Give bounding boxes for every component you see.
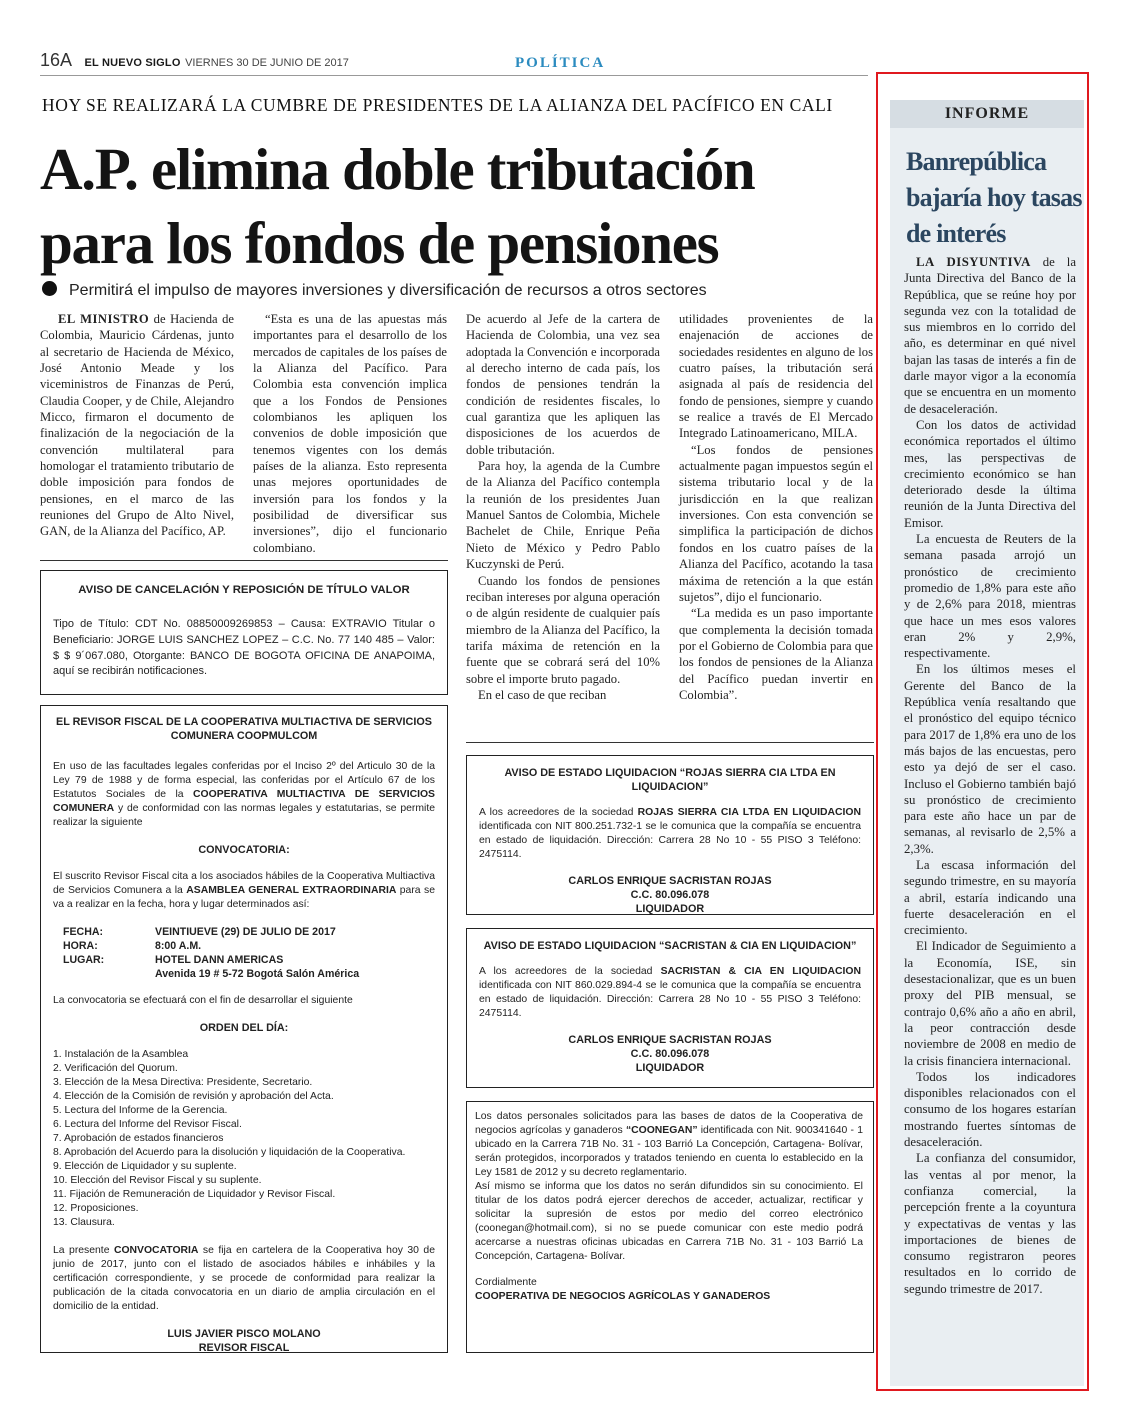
sidebar-paragraph: En los últimos meses el Gerente del Banco de la República venía resaltando que el pronóstico del equipo técnico para 2017 de 1,8% era uno de los más bajos de las encuestas, pero esto ya dejó de ser el caso. Incluso el Gobierno también bajó su pronóstico de crecimiento para este año hace un par de semanas, al revisarlo de 2,5% a 2,3%.: [904, 662, 1076, 856]
notice-rojas-sierra: [466, 755, 874, 915]
notice-title-cancellation: [40, 570, 448, 695]
notice-body: A los acreedores de la sociedad SACRISTAN & CIA EN LIQUIDACION identificada con NIT 860.029.894-4 se le comunica que la compañía se encuentra en estado de liquidación. Dirección: Carrera 28 No 10 - 55 PISO 3 Teléfono: 2475114.: [479, 966, 862, 1019]
signer-name: LUIS JAVIER PISCO MOLANO: [167, 1328, 321, 1340]
signer-role: REVISOR FISCAL: [198, 1342, 290, 1354]
header-divider: [40, 75, 868, 76]
agenda-item: 5. Lectura del Informe de la Gerencia.: [53, 1105, 228, 1116]
article-column-3: [466, 311, 660, 703]
notice-title: AVISO DE ESTADO LIQUIDACION “SACRISTAN & CIA EN LIQUIDACION”: [483, 940, 857, 952]
article-paragraph: De acuerdo al Jefe de la cartera de Hacienda de Colombia, una vez sea adoptada la Convención e incorporada al derecho interno de cada país, los fondos de pensiones tendrán la condición de residentes fiscales, lo cual garantiza que les apliquen las disposiciones de los acuerdos de doble tributación.: [466, 312, 660, 457]
fecha-value: VEINTIUEVE (29) DE JULIO DE 2017: [155, 926, 336, 938]
sidebar-label: INFORME: [890, 100, 1084, 128]
agenda-title: ORDEN DEL DÍA:: [199, 1022, 289, 1034]
signer-id: C.C. 80.096.078: [630, 1048, 710, 1060]
notice-coonegan: [466, 1101, 874, 1353]
sidebar-paragraph: El Indicador de Seguimiento a la Economía, ISE, sin desestacionalizar, que es un buen proxy del PIB mensual, se contrajo 0,6% año a año en abril, la peor contracción desde noviembre de 2008 en medio de la crisis financiera internacional.: [904, 939, 1076, 1068]
signer-role: LIQUIDADOR: [635, 903, 705, 915]
sidebar-title: Banrepública bajaría hoy tasas de interés: [906, 147, 1082, 248]
column-end-rule: [466, 742, 874, 743]
article-paragraph: Para hoy, la agenda de la Cumbre de la Alianza del Pacífico contempla la reunión de los presidentes Juan Manuel Santos de Colombia, Michele Bachelet de Chile, Enrique Peña Nieto de México y Pedro Pablo Kuczynski de Perú.: [466, 459, 660, 572]
notice-title: AVISO DE ESTADO LIQUIDACION “ROJAS SIERRA CIA LTDA EN: [504, 767, 836, 779]
notice-body: Los datos personales solicitados para las bases de datos de la Cooperativa de negocios agrícolas y ganaderos “COONEGAN” identificada con Nit. 900341640 - 1 ubicado en la Carrera 71B No. 31 - 103 Barrió La Concepción, Cartagena- Bolívar, serán protegidos, incorporados y tratados teniendo en cuenta lo establecido en la Ley 1581 de 2012 y su decreto reglamentario.: [475, 1111, 863, 1178]
article-kicker: HOY SE REALIZARÁ LA CUMBRE DE PRESIDENTES DE LA ALIANZA DEL PACÍFICO EN CALI: [42, 95, 833, 115]
informe-sidebar: [876, 72, 1089, 1391]
agenda-item: 3. Elección de la Mesa Directiva: Presidente, Secretario.: [53, 1077, 313, 1088]
signer-id: C.C. 80.096.078: [630, 889, 710, 901]
lugar-label: LUGAR:: [63, 954, 105, 966]
bullet-icon: [42, 281, 57, 296]
issue-date: VIERNES 30 DE JUNIO DE 2017: [185, 57, 349, 69]
notice-sacristan: [466, 928, 874, 1088]
purpose-text: La convocatoria se efectuará con el fin de desarrollar el siguiente: [53, 995, 353, 1006]
sidebar-paragraph: Con los datos de actividad económica reportados el último mes, las perspectivas de crecimiento económico se han deteriorado desde la última reunión de la Junta Directiva del Emisor.: [904, 417, 1076, 530]
sidebar-paragraph: Todos los indicadores disponibles relacionados con el consumo de los hogares estarían mostrando fuertes síntomas de desaceleración.: [904, 1069, 1076, 1150]
notice-coopmulcom: [40, 705, 448, 1353]
agenda-item: 2. Verificación del Quorum.: [53, 1063, 178, 1074]
agenda-item: 1. Instalación de la Asamblea: [53, 1049, 189, 1060]
article-paragraph: “La medida es un paso importante que complementa la decisión tomada por el Gobierno de Colombia para que los fondos de pensiones de la Alianza del Pacífico puedan invertir en Colombia”.: [679, 606, 873, 702]
notice-title: LIQUIDACION”: [631, 781, 709, 793]
notice-body: Tipo de Título: CDT No. 08850009269853 – Causa: EXTRAVIO Titular o Beneficiario: JORGE LUIS SANCHEZ LOPEZ – C.C. No. 77 140 485 – Valor: $ $ 9´067.080, Otorgante: BANCO DE BOGOTA OFICINA DE ANAPOIMA, aquí se recibirán notificaciones.: [53, 618, 435, 678]
agenda-item: 13. Clausura.: [53, 1217, 115, 1228]
article-paragraph: En el caso de que reciban: [478, 687, 607, 702]
agenda-item: 8. Aprobación del Acuerdo para la disolución y liquidación de la Cooperativa.: [53, 1147, 406, 1158]
page-number: 16A: [40, 50, 73, 70]
article-paragraph: “Esta es una de las apuestas más importantes para el desarrollo de los mercados de capitales de los países de la Alianza del Pacífico. Para Colombia esta convención implica que a los Fondos de Pensiones colombianos les apliquen los convenios de doble imposición que tenemos vigentes con los demás países de la alianza. Esto representa unas mejores oportunidades de inversión para los fondos y la posibilidad de diversificar sus inversiones”, dijo el funcionario colombiano.: [253, 312, 447, 555]
notice-body-2: Así mismo se informa que los datos no serán difundidos sin su conocimiento. El titular de los datos podrá ejercer derechos de acceder, actualizar, rectificar y solicitar la supresión de estos por medio del correo electrónico (coonegan@hotmail.com), si no se puede comunicar con este medio podrá acercarse a nuestras oficinas ubicadas en Carrera 71B No. 31 - 103 Barrió La Concepción, Cartagena- Bolívar.: [475, 1181, 863, 1262]
sidebar-paragraph: La confianza del consumidor, las ventas al por menor, la confianza comercial, la percepción frente a la coyuntura y expectativas de ventas y las importaciones de bienes de consumo registraron peores resultados en lo corrido de segundo trimestre de 2017.: [904, 1151, 1076, 1296]
fecha-label: FECHA:: [63, 926, 104, 938]
meeting-details: [63, 925, 359, 981]
sidebar-body: [904, 254, 1076, 1297]
notice-intro: En uso de las facultades legales conferidas por el Inciso 2º del Articulo 30 de la Ley 79 de 1988 y de forma especial, las conferidas por el Artículo 67 de los Estatutos Sociales de la COOPERATIVA MULTIACTIVA DE SERVICIOS COMUNERA y de conformidad con las normas legales y estatutarias, se permite realizar la siguiente: [53, 761, 435, 828]
article-paragraph: utilidades provenientes de la enajenación de acciones de sociedades residentes en alguno de los cuatro países, la tributación será asignada al país de residencia del fondo de pensiones, siempre y cuando se realice a través de El Mercado Integrado Latinoamericano, MILA.: [679, 312, 873, 441]
article-column-2: [253, 311, 447, 556]
agenda-item: 10. Elección del Revisor Fiscal y su suplente.: [53, 1175, 262, 1186]
sidebar-paragraph: La escasa información del segundo trimestre, en su mayoría a abril, estaría indicando una fuerte desaceleración en el crecimiento.: [904, 857, 1076, 938]
agenda-item: 12. Proposiciones.: [53, 1203, 139, 1214]
agenda-item: 6. Lectura del Informe del Revisor Fiscal.: [53, 1119, 242, 1130]
deck-text: Permitirá el impulso de mayores inversiones y diversificación de recursos a otros sectores: [69, 282, 707, 299]
signer-name: COOPERATIVA DE NEGOCIOS AGRÍCOLAS Y GANADEROS: [475, 1291, 771, 1302]
lugar-value: HOTEL DANN AMERICAS: [155, 954, 284, 966]
lead-in: LA DISYUNTIVA: [916, 255, 1031, 269]
sidebar-paragraph: LA DISYUNTIVA de la Junta Directiva del Banco de la República, que se reúne hoy por segunda vez con la totalidad de sus miembros en lo corrido del año, es determinar en qué nivel bajan las tasas de interés a fin de darle mayor vigor a la economía que se encuentra en un momento de desaceleración.: [904, 255, 1076, 416]
headline-line-1: A.P. elimina doble tributación: [40, 136, 755, 202]
agenda-item: 7. Aprobación de estados financieros: [53, 1133, 224, 1144]
notice-title: EL REVISOR FISCAL DE LA COOPERATIVA MULTIACTIVA DE SERVICIOS: [56, 716, 432, 728]
lugar-address: Avenida 19 # 5-72 Bogotá Salón América: [155, 968, 360, 980]
closing-text: Cordialmente: [475, 1277, 537, 1288]
notice-body: A los acreedores de la sociedad ROJAS SIERRA CIA LTDA EN LIQUIDACION identificada con NIT 800.251.732-1 se le comunica que la compañía se encuentra en estado de liquidación. Dirección: Carrera 28 No 10 - 55 PISO 3 Teléfono: 2475114.: [479, 807, 861, 860]
sidebar-paragraph: La encuesta de Reuters de la semana pasada arrojó un pronóstico de crecimiento promedio de 1,8% para este año y de 2,6% para 2018, mientras que hace un mes esos valores eran 2% y 2,9%, respectivamente.: [904, 532, 1076, 661]
section-label: POLÍTICA: [515, 55, 606, 71]
hora-label: HORA:: [63, 940, 98, 952]
lead-in: EL MINISTRO: [58, 312, 150, 326]
article-headline: [40, 132, 870, 281]
page-folio: [40, 50, 349, 71]
agenda-list: [53, 1048, 435, 1230]
hora-value: 8:00 A.M.: [155, 940, 202, 952]
article-deck: [42, 281, 707, 300]
agenda-item: 4. Elección de la Comisión de revisión y aprobación del Acta.: [53, 1091, 334, 1102]
notice-title: AVISO DE CANCELACIÓN Y REPOSICIÓN DE TÍTULO VALOR: [78, 584, 410, 596]
convocatoria-title: CONVOCATORIA:: [198, 844, 290, 856]
closing-text: La presente CONVOCATORIA se fija en cartelera de la Cooperativa hoy 30 de junio de 2017, junto con el listado de asociados hábiles e inhábiles y la certificación correspondiente, y se procede de conformidad para realizar la publicación de la citada convocatoria en un diario de amplia circulación en el domicilio de la entidad.: [53, 1245, 435, 1312]
signer-role: LIQUIDADOR: [635, 1062, 705, 1074]
agenda-item: 11. Fijación de Remuneración de Liquidador y Revisor Fiscal.: [53, 1189, 336, 1200]
article-column-1: [40, 311, 234, 540]
convocatoria-text: El suscrito Revisor Fiscal cita a los asociados hábiles de la Cooperativa Multiactiva de Servicios Comunera a la ASAMBLEA GENERAL EXTRAORDINARIA para se va a realizar en la fecha, hora y lugar determinados así:: [53, 871, 435, 910]
article-column-4: [679, 311, 873, 703]
article-paragraph: Cuando los fondos de pensiones reciban intereses por alguna operación o de algún residente de cualquier país miembro de la Alianza del Pacífico, la tarifa máxima de retención en la fuente que se cobrará será del 10% sobre el importe bruto pagado.: [466, 573, 660, 686]
signer-name: CARLOS ENRIQUE SACRISTAN ROJAS: [568, 875, 772, 887]
newspaper-name: EL NUEVO SIGLO: [84, 57, 181, 69]
column-end-rule: [40, 560, 448, 561]
sidebar-panel: [890, 100, 1084, 1386]
signer-name: CARLOS ENRIQUE SACRISTAN ROJAS: [568, 1034, 772, 1046]
agenda-item: 9. Elección de Liquidador y su suplente.: [53, 1161, 237, 1172]
article-paragraph: EL MINISTRO de Hacienda de Colombia, Mauricio Cárdenas, junto al secretario de Hacienda de México, José Antonio Meade y los viceministros de Finanzas de Perú, Claudia Cooper, y de Chile, Alejandro Micco, firmaron el documento de finalización de la negociación de la convención multilateral para homologar el tratamiento tributario de doble imposición para fondos de pensiones, en el marco de las reuniones del Grupo de Alto Nivel, GAN, de la Alianza del Pacífico, AP.: [40, 312, 234, 539]
headline-line-2: para los fondos de pensiones: [40, 210, 719, 277]
notice-title: COMUNERA COOPMULCOM: [170, 730, 318, 742]
article-paragraph: “Los fondos de pensiones actualmente pagan impuestos según el sistema tributario local y de la jurisdicción en la que realizan inversiones. Con esta convención se simplifica la participación de dichos fondos en los cuatro países de la Alianza del Pacífico, acotando la tasa máxima de retención a la que están sujetos”, dijo el funcionario.: [679, 442, 873, 604]
